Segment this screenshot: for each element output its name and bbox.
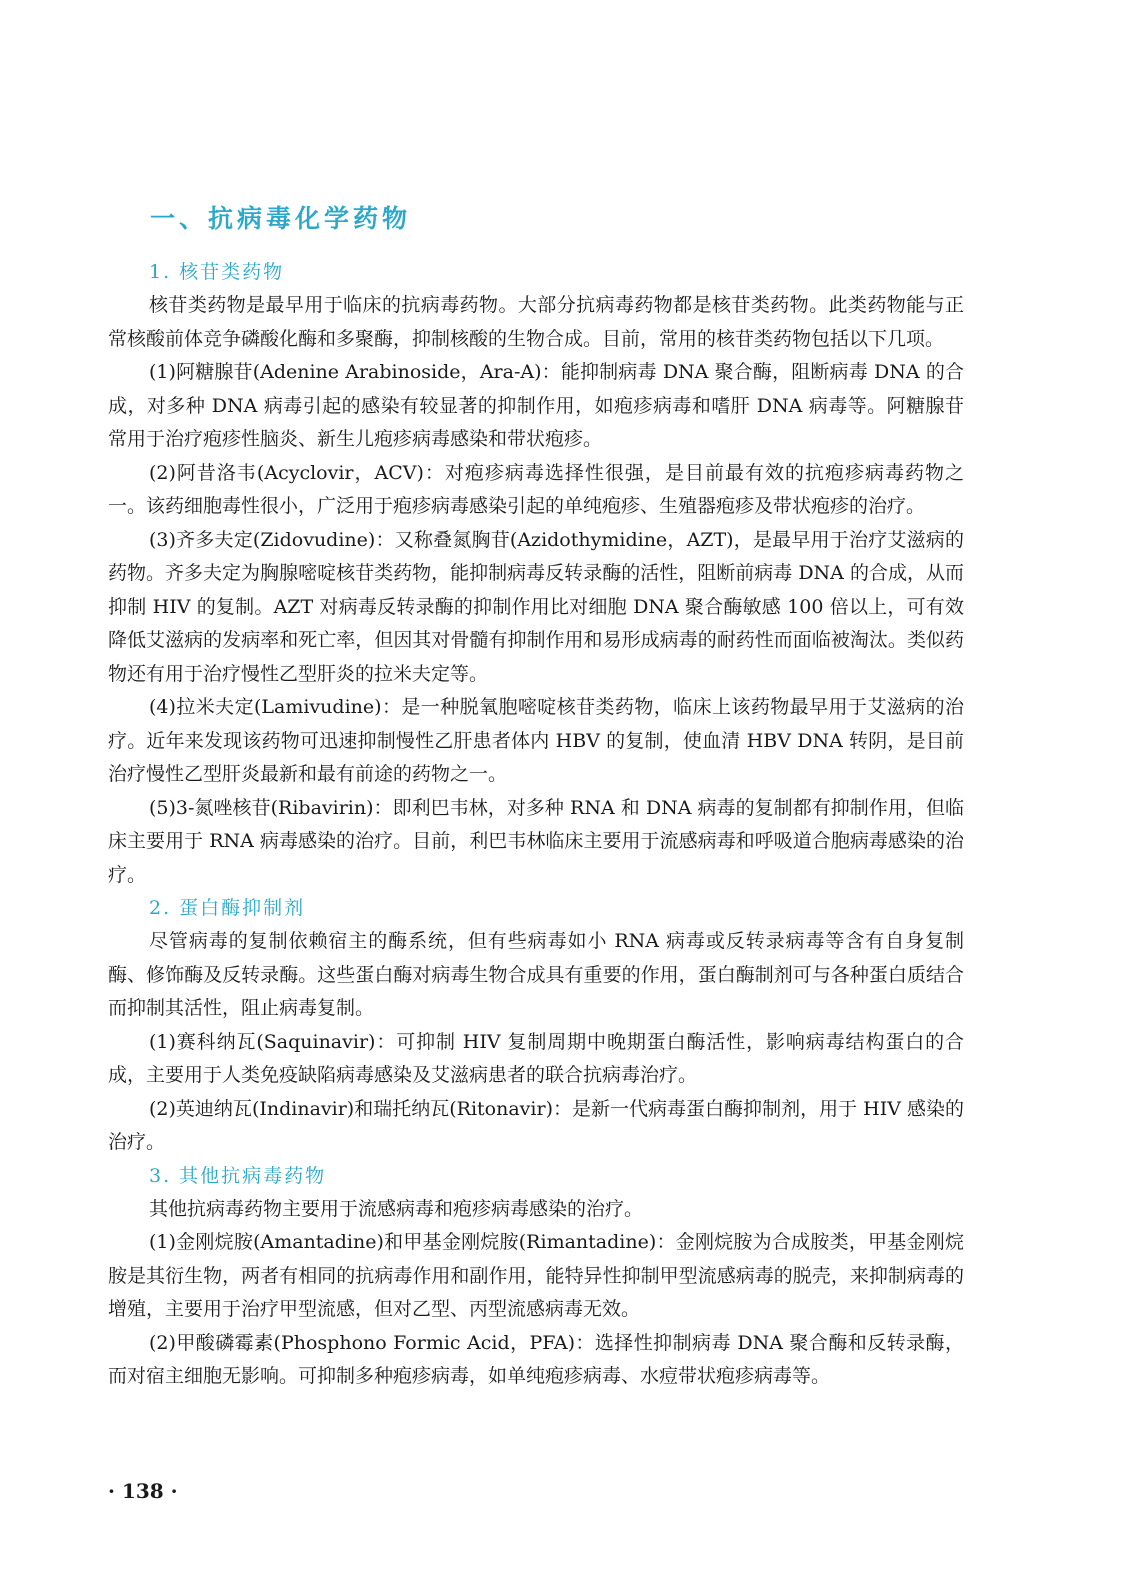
paragraph: (5)3-氮唑核苷(Ribavirin)：即利巴韦林，对多种 RNA 和 DNA 病毒的复制都有抑制作用，但临床主要用于 RNA 病毒感染的治疗。目前，利巴韦林临床主要用于流感病毒和呼吸道合胞病毒感染的治疗。 xyxy=(108,796,964,886)
paragraph: (2)甲酸磷霉素(Phosphono Formic Acid，PFA)：选择性抑制病毒 DNA 聚合酶和反转录酶，而对宿主细胞无影响。可抑制多种疱疹病毒，如单纯疱疹病毒、水痘带状疱疹病毒等。 xyxy=(108,1331,964,1387)
paragraph: (2)阿昔洛韦(Acyclovir，ACV)：对疱疹病毒选择性很强，是目前最有效的抗疱疹病毒药物之一。该药细胞毒性很小，广泛用于疱疹病毒感染引起的单纯疱疹、生殖器疱疹及带状疱疹的治疗。 xyxy=(108,461,964,517)
subsection-heading-protease-inhibitors: 2. 蛋白酶抑制剂 xyxy=(149,897,306,919)
subsection-heading-nucleoside: 1. 核苷类药物 xyxy=(149,261,285,283)
page-body xyxy=(108,256,964,1394)
paragraph: (1)赛科纳瓦(Saquinavir)：可抑制 HIV 复制周期中晚期蛋白酶活性，影响病毒结构蛋白的合成，主要用于人类免疫缺陷病毒感染及艾滋病患者的联合抗病毒治疗。 xyxy=(108,1030,964,1086)
paragraph: 其他抗病毒药物主要用于流感病毒和疱疹病毒感染的治疗。 xyxy=(149,1197,644,1220)
paragraph: (4)拉米夫定(Lamivudine)：是一种脱氧胞嘧啶核苷类药物，临床上该药物最早用于艾滋病的治疗。近年来发现该药物可迅速抑制慢性乙肝患者体内 HBV 的复制，使血清 HBV DNA 转阴，是目前治疗慢性乙型肝炎最新和最有前途的药物之一。 xyxy=(108,696,964,785)
paragraph: (2)英迪纳瓦(Indinavir)和瑞托纳瓦(Ritonavir)：是新一代病毒蛋白酶抑制剂，用于 HIV 感染的治疗。 xyxy=(108,1097,964,1153)
subsection-heading-other-antivirals: 3. 其他抗病毒药物 xyxy=(149,1164,327,1187)
paragraph: (1)阿糖腺苷(Adenine Arabinoside，Ara-A)：能抑制病毒 DNA 聚合酶，阻断病毒 DNA 的合成，对多种 DNA 病毒引起的感染有较显著的抑制作用，如疱疹病毒和嗜肝 DNA 病毒等。阿糖腺苷常用于治疗疱疹性脑炎、新生儿疱疹病毒感染和带状疱疹。 xyxy=(108,361,964,450)
paragraph: 核苷类药物是最早用于临床的抗病毒药物。大部分抗病毒药物都是核苷类药物。此类药物能与正常核酸前体竞争磷酸化酶和多聚酶，抑制核酸的生物合成。目前，常用的核苷类药物包括以下几项。 xyxy=(108,294,964,350)
section-title: 一、抗病毒化学药物 xyxy=(150,204,412,233)
paragraph: (3)齐多夫定(Zidovudine)：又称叠氮胸苷(Azidothymidine，AZT)，是最早用于治疗艾滋病的药物。齐多夫定为胸腺嘧啶核苷类药物，能抑制病毒反转录酶的活性，阻断前病毒 DNA 的合成，从而抑制 HIV 的复制。AZT 对病毒反转录酶的抑制作用比对细胞 DNA 聚合酶敏感 100 倍以上，可有效降低艾滋病的发病率和死亡率，但因其对骨髓有抑制作用和易形成病毒的耐药性而面临被淘汰。类似药物还有用于治疗慢性乙型肝炎的拉米夫定等。 xyxy=(108,528,964,685)
paragraph: 尽管病毒的复制依赖宿主的酶系统，但有些病毒如小 RNA 病毒或反转录病毒等含有自身复制酶、修饰酶及反转录酶。这些蛋白酶对病毒生物合成具有重要的作用，蛋白酶制剂可与各种蛋白质结合而抑制其活性，阻止病毒复制。 xyxy=(108,930,964,1019)
page-number: · 138 · xyxy=(108,1479,178,1503)
paragraph: (1)金刚烷胺(Amantadine)和甲基金刚烷胺(Rimantadine)：金刚烷胺为合成胺类，甲基金刚烷胺是其衍生物，两者有相同的抗病毒作用和副作用，能特异性抑制甲型流感病毒的脱壳，来抑制病毒的增殖，主要用于治疗甲型流感，但对乙型、丙型流感病毒无效。 xyxy=(108,1231,964,1320)
